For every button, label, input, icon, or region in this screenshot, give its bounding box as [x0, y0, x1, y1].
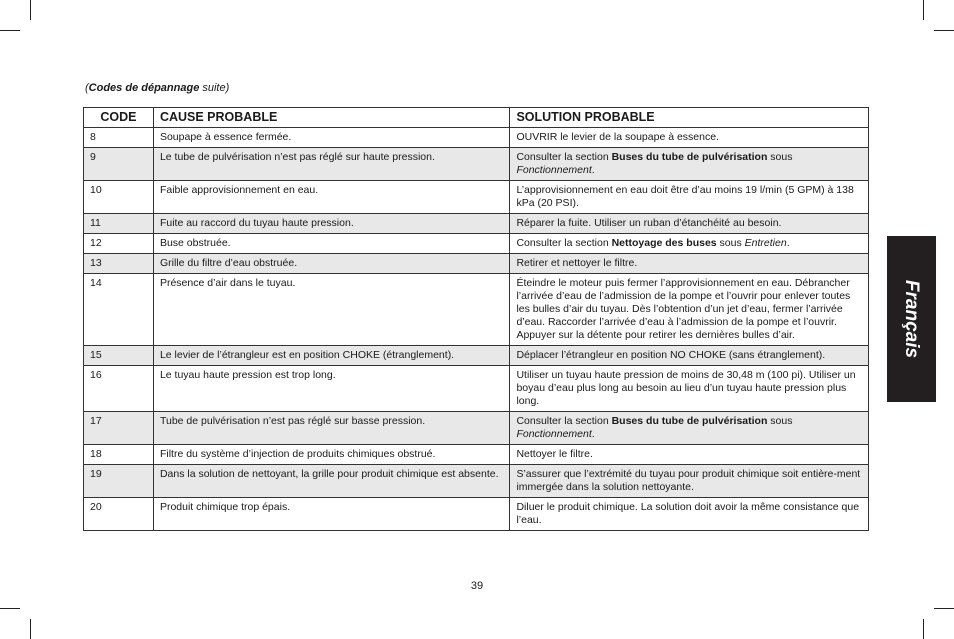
row-code: 20 — [84, 498, 154, 531]
crop-mark — [0, 30, 20, 31]
table-row — [84, 498, 869, 531]
table-header-row — [84, 108, 869, 128]
crop-mark — [923, 0, 924, 20]
solution-text: Utiliser un tuyau haute pression de moins de 30,48 m (100 pi). Utiliser un boyau d’eau plus long au besoin au lieu d’un tuyau haute pression plus long. — [516, 369, 856, 407]
solution-text: sous — [767, 415, 793, 427]
troubleshooting-table — [83, 107, 869, 531]
solution-text: Retirer et nettoyer le filtre. — [516, 257, 638, 269]
row-solution — [510, 366, 869, 412]
solution-text: Fonctionnement — [516, 428, 592, 440]
row-code: 13 — [84, 254, 154, 274]
caption-rest: suite) — [199, 82, 230, 94]
table-row — [84, 445, 869, 465]
solution-text: . — [591, 164, 595, 176]
row-cause: Présence d’air dans le tuyau. — [153, 274, 510, 346]
crop-mark — [30, 619, 31, 639]
row-code: 8 — [84, 128, 154, 148]
row-solution — [510, 128, 869, 148]
row-solution — [510, 148, 869, 181]
page-number: 39 — [470, 580, 484, 592]
row-solution — [510, 234, 869, 254]
row-solution — [510, 465, 869, 498]
crop-mark — [30, 0, 31, 20]
table-row — [84, 254, 869, 274]
caption-open: ( — [85, 82, 89, 94]
row-code: 10 — [84, 181, 154, 214]
row-solution — [510, 181, 869, 214]
row-cause: Tube de pulvérisation n’est pas réglé sur basse pression. — [153, 412, 510, 445]
row-cause: Le levier de l’étrangleur est en position CHOKE (étranglement). — [153, 346, 510, 366]
row-solution — [510, 346, 869, 366]
row-cause: Faible approvisionnement en eau. — [153, 181, 510, 214]
row-code: 16 — [84, 366, 154, 412]
table-row — [84, 234, 869, 254]
solution-text: . — [591, 428, 595, 440]
solution-text: Entretien — [744, 237, 787, 249]
table-row — [84, 214, 869, 234]
solution-text: L’approvisionnement en eau doit être d’au moins 19 l/min (5 GPM) à 138 kPa (20 PSI). — [516, 184, 854, 209]
row-code: 12 — [84, 234, 154, 254]
row-code: 17 — [84, 412, 154, 445]
table-row — [84, 181, 869, 214]
row-solution — [510, 445, 869, 465]
solution-text: Fonctionnement — [516, 164, 592, 176]
table-caption — [85, 82, 229, 94]
row-cause: Dans la solution de nettoyant, la grille pour produit chimique est absente. — [153, 465, 510, 498]
table-row — [84, 465, 869, 498]
table-row — [84, 346, 869, 366]
crop-mark — [923, 619, 924, 639]
language-tab-label: Français — [901, 279, 923, 359]
row-code: 9 — [84, 148, 154, 181]
row-code: 18 — [84, 445, 154, 465]
row-code: 14 — [84, 274, 154, 346]
row-cause: Grille du filtre d’eau obstruée. — [153, 254, 510, 274]
solution-text: sous — [767, 151, 793, 163]
row-code: 19 — [84, 465, 154, 498]
solution-text: OUVRIR le levier de la soupape à essence. — [516, 131, 719, 143]
header-code: CODE — [84, 108, 154, 128]
crop-mark — [934, 608, 954, 609]
row-cause: Soupape à essence fermée. — [153, 128, 510, 148]
row-solution — [510, 412, 869, 445]
solution-text: Buses du tube de pulvérisation — [611, 151, 768, 163]
caption-title: Codes de dépannage — [88, 82, 200, 94]
crop-mark — [0, 608, 20, 609]
solution-text: Nettoyage des buses — [611, 237, 717, 249]
solution-text: Buses du tube de pulvérisation — [611, 415, 768, 427]
language-tab — [887, 236, 936, 402]
row-code: 15 — [84, 346, 154, 366]
row-cause: Buse obstruée. — [153, 234, 510, 254]
table-row — [84, 128, 869, 148]
header-cause: CAUSE PROBABLE — [153, 108, 510, 128]
solution-text: Déplacer l’étrangleur en position NO CHOKE (sans étranglement). — [516, 349, 826, 361]
row-solution — [510, 214, 869, 234]
solution-text: S’assurer que l’extrémité du tuyau pour produit chimique soit entière-ment immergée dans la solution nettoyante. — [516, 468, 861, 493]
table-row — [84, 366, 869, 412]
solution-text: Consulter la section — [516, 151, 612, 163]
table-row — [84, 412, 869, 445]
crop-mark — [934, 30, 954, 31]
header-solution: SOLUTION PROBABLE — [510, 108, 869, 128]
row-cause: Le tuyau haute pression est trop long. — [153, 366, 510, 412]
solution-text: Diluer le produit chimique. La solution doit avoir la même consistance que l’eau. — [516, 501, 860, 526]
row-cause: Le tube de pulvérisation n’est pas réglé sur haute pression. — [153, 148, 510, 181]
row-solution — [510, 254, 869, 274]
solution-text: sous — [716, 237, 745, 249]
solution-text: Réparer la fuite. Utiliser un ruban d’étanchéité au besoin. — [516, 217, 782, 229]
solution-text: . — [786, 237, 790, 249]
solution-text: Consulter la section — [516, 237, 612, 249]
table-row — [84, 274, 869, 346]
table-row — [84, 148, 869, 181]
row-code: 11 — [84, 214, 154, 234]
solution-text: Consulter la section — [516, 415, 612, 427]
solution-text: Nettoyer le filtre. — [516, 448, 593, 460]
row-cause: Filtre du système d’injection de produits chimiques obstrué. — [153, 445, 510, 465]
row-solution — [510, 498, 869, 531]
row-cause: Fuite au raccord du tuyau haute pression. — [153, 214, 510, 234]
row-solution — [510, 274, 869, 346]
solution-text: Éteindre le moteur puis fermer l’approvisionnement en eau. Débrancher l’arrivée d’eau de l’admission de la pompe et l’ouvrir pour enlever toutes les bulles d’air du tuyau. Dès l’obtention d’un jet d’eau, fermer l’arrivée d’eau. Raccorder l’arrivée d’eau à l’admission de la pompe et l’ouvrir. Appuyer sur la détente pour retirer les dernières bulles d’air. — [516, 277, 851, 341]
row-cause: Produit chimique trop épais. — [153, 498, 510, 531]
